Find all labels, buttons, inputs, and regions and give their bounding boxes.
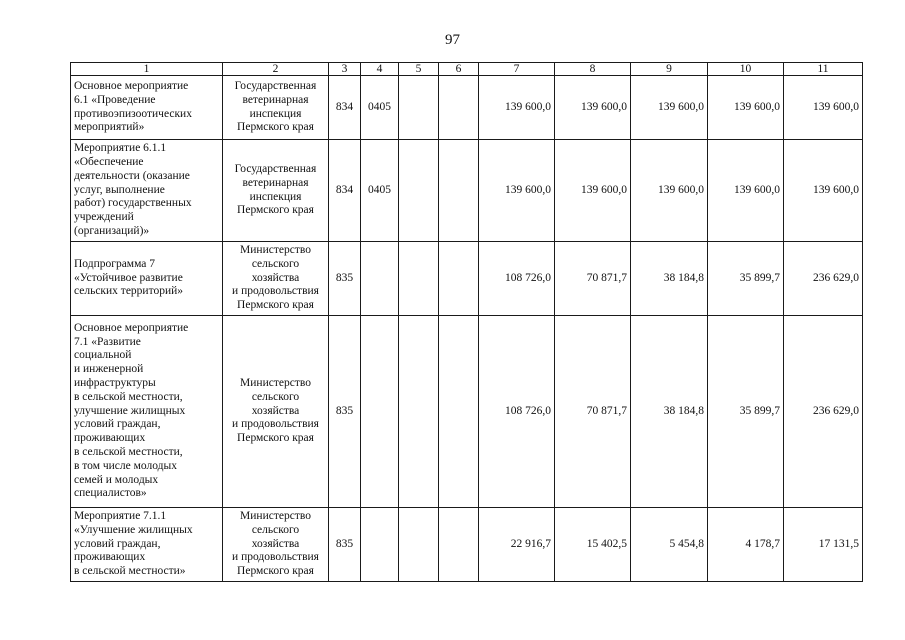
header-cell-8: 8	[555, 63, 631, 76]
row-col5-cell	[399, 76, 439, 140]
row-col4-cell: 0405	[361, 76, 399, 140]
row-col11-cell: 139 600,0	[784, 140, 863, 242]
row-col4-cell	[361, 316, 399, 508]
row-col4-cell	[361, 242, 399, 316]
table-row	[71, 76, 863, 140]
row-col6-cell	[439, 316, 479, 508]
row-col11-cell: 17 131,5	[784, 508, 863, 582]
row-col10-cell: 139 600,0	[708, 140, 784, 242]
header-cell-9: 9	[631, 63, 708, 76]
budget-table	[70, 62, 863, 582]
row-col5-cell	[399, 316, 439, 508]
header-cell-2: 2	[223, 63, 329, 76]
row-col4-cell: 0405	[361, 140, 399, 242]
row-name-cell: Мероприятие 6.1.1 «Обеспечение деятельности (оказание услуг, выполнение работ) государственных учреждений (организаций)»	[71, 140, 223, 242]
row-col6-cell	[439, 140, 479, 242]
row-col10-cell: 139 600,0	[708, 76, 784, 140]
header-cell-10: 10	[708, 63, 784, 76]
row-col8-cell: 70 871,7	[555, 242, 631, 316]
row-col3-cell: 835	[329, 508, 361, 582]
row-col11-cell: 236 629,0	[784, 316, 863, 508]
header-cell-7: 7	[479, 63, 555, 76]
row-col8-cell: 70 871,7	[555, 316, 631, 508]
row-name-cell: Основное мероприятие 7.1 «Развитие социальной и инженерной инфраструктуры в сельской местности, улучшение жилищных условий граждан, проживающих в сельской местности, в том числе молодых семей и молодых специалистов»	[71, 316, 223, 508]
row-col3-cell: 834	[329, 140, 361, 242]
row-col9-cell: 5 454,8	[631, 508, 708, 582]
row-col5-cell	[399, 508, 439, 582]
header-cell-4: 4	[361, 63, 399, 76]
header-cell-5: 5	[399, 63, 439, 76]
table-row	[71, 242, 863, 316]
header-cell-1: 1	[71, 63, 223, 76]
row-org-cell: Государственная ветеринарная инспекция Пермского края	[223, 76, 329, 140]
row-col11-cell: 139 600,0	[784, 76, 863, 140]
row-col9-cell: 139 600,0	[631, 76, 708, 140]
row-col7-cell: 139 600,0	[479, 140, 555, 242]
row-col7-cell: 108 726,0	[479, 316, 555, 508]
row-col3-cell: 835	[329, 316, 361, 508]
header-cell-6: 6	[439, 63, 479, 76]
row-col8-cell: 139 600,0	[555, 140, 631, 242]
row-col7-cell: 139 600,0	[479, 76, 555, 140]
header-cell-11: 11	[784, 63, 863, 76]
header-cell-3: 3	[329, 63, 361, 76]
row-name-cell: Основное мероприятие 6.1 «Проведение противоэпизоотических мероприятий»	[71, 76, 223, 140]
row-col8-cell: 139 600,0	[555, 76, 631, 140]
table-row	[71, 140, 863, 242]
row-org-cell: Министерство сельского хозяйства и продовольствия Пермского края	[223, 508, 329, 582]
row-col3-cell: 835	[329, 242, 361, 316]
row-col9-cell: 139 600,0	[631, 140, 708, 242]
row-col7-cell: 22 916,7	[479, 508, 555, 582]
row-col8-cell: 15 402,5	[555, 508, 631, 582]
row-col11-cell: 236 629,0	[784, 242, 863, 316]
row-org-cell: Министерство сельского хозяйства и продовольствия Пермского края	[223, 316, 329, 508]
row-col9-cell: 38 184,8	[631, 316, 708, 508]
row-col10-cell: 4 178,7	[708, 508, 784, 582]
row-col3-cell: 834	[329, 76, 361, 140]
row-col9-cell: 38 184,8	[631, 242, 708, 316]
row-col7-cell: 108 726,0	[479, 242, 555, 316]
row-name-cell: Мероприятие 7.1.1 «Улучшение жилищных условий граждан, проживающих в сельской местности»	[71, 508, 223, 582]
table-row	[71, 316, 863, 508]
row-col4-cell	[361, 508, 399, 582]
row-col5-cell	[399, 242, 439, 316]
row-col5-cell	[399, 140, 439, 242]
row-col6-cell	[439, 76, 479, 140]
table-header-row	[71, 63, 863, 76]
row-col6-cell	[439, 508, 479, 582]
table-row	[71, 508, 863, 582]
page-number: 97	[445, 32, 460, 48]
row-col10-cell: 35 899,7	[708, 316, 784, 508]
row-org-cell: Министерство сельского хозяйства и продовольствия Пермского края	[223, 242, 329, 316]
row-col6-cell	[439, 242, 479, 316]
row-name-cell: Подпрограмма 7 «Устойчивое развитие сельских территорий»	[71, 242, 223, 316]
row-col10-cell: 35 899,7	[708, 242, 784, 316]
row-org-cell: Государственная ветеринарная инспекция Пермского края	[223, 140, 329, 242]
